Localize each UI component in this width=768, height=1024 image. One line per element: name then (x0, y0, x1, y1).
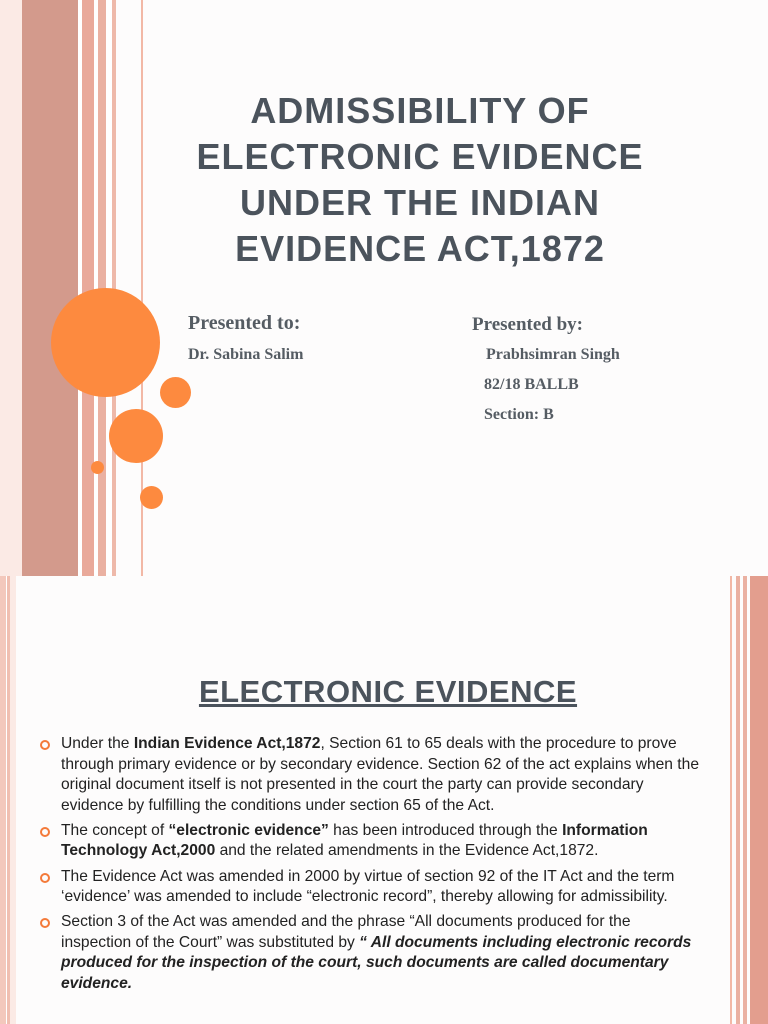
bullet-item (40, 867, 704, 908)
bullet-circle-icon (40, 873, 50, 883)
bold-italic-text: “ All documents including electronic records produced for the inspection of the court, such documents are called documentary evidence. (61, 933, 692, 993)
decor-stripe (10, 576, 16, 1024)
presented-to-name: Dr. Sabina Salim (188, 346, 304, 363)
bullet-list (40, 734, 704, 999)
slide-heading: ELECTRONIC EVIDENCE (198, 674, 578, 709)
decor-circle-medium (109, 409, 163, 463)
bold-text: Indian Evidence Act,1872 (133, 735, 321, 752)
bullet-text (61, 822, 648, 860)
decor-circle-small (140, 486, 163, 509)
bullet-circle-icon (40, 827, 50, 837)
decor-circle-large (51, 288, 160, 397)
bullet-item (40, 912, 704, 994)
presenter-roll: 82/18 BALLB (484, 376, 579, 393)
decor-stripe (730, 576, 732, 1024)
bullet-text (61, 913, 691, 992)
text-run: , Section 61 to 65 deals with the procedure to prove through primary evidence or by secondary evidence. Section 62 of the act explains when the original document itself is not presented in the court the party can provide secondary evidence by fulfilling the conditions under section 65 of the Act. (61, 735, 699, 814)
presenter-name: Prabhsimran Singh (486, 346, 620, 363)
bold-text: “electronic evidence” (168, 821, 329, 839)
bold-text: Information Technology Act,2000 (61, 821, 648, 860)
bullet-item (40, 734, 704, 816)
text-run: The concept of (61, 821, 169, 839)
decor-stripe (0, 0, 22, 576)
decor-circle-tiny (91, 461, 104, 474)
text-run: has been introduced through the (328, 821, 563, 839)
text-run: Section 3 of the Act was amended and the phrase “All documents produced for the inspection of the Court” was substituted by (61, 913, 631, 951)
title-line: UNDER THE INDIAN (239, 182, 600, 223)
bullet-circle-icon (40, 918, 50, 928)
slide-title (150, 88, 690, 272)
title-line: ELECTRONIC EVIDENCE (196, 136, 644, 177)
decor-stripe (82, 0, 94, 576)
bullet-text (61, 868, 674, 906)
bullet-item (40, 821, 704, 862)
presenter-section: Section: B (484, 406, 554, 423)
decor-stripe (743, 576, 747, 1024)
text-run: and the related amendments in the Evidence Act,1872. (215, 842, 599, 860)
presented-to-label: Presented to: (188, 312, 301, 334)
text-run: Under the (61, 735, 134, 752)
title-line: ADMISSIBILITY OF (250, 90, 590, 131)
content-slide (0, 576, 768, 1024)
title-line: EVIDENCE ACT,1872 (235, 228, 605, 269)
bullet-text (61, 735, 699, 814)
bullet-circle-icon (40, 740, 50, 750)
decor-stripe (750, 576, 768, 1024)
presented-by-label: Presented by: (472, 314, 583, 335)
decor-stripe (22, 0, 78, 576)
text-run: The Evidence Act was amended in 2000 by virtue of section 92 of the IT Act and the term ‘evidence’ was amended to include “electronic record”, thereby allowing for admissibility. (61, 867, 675, 906)
decor-stripe (736, 576, 740, 1024)
decor-circle-small (160, 377, 191, 408)
